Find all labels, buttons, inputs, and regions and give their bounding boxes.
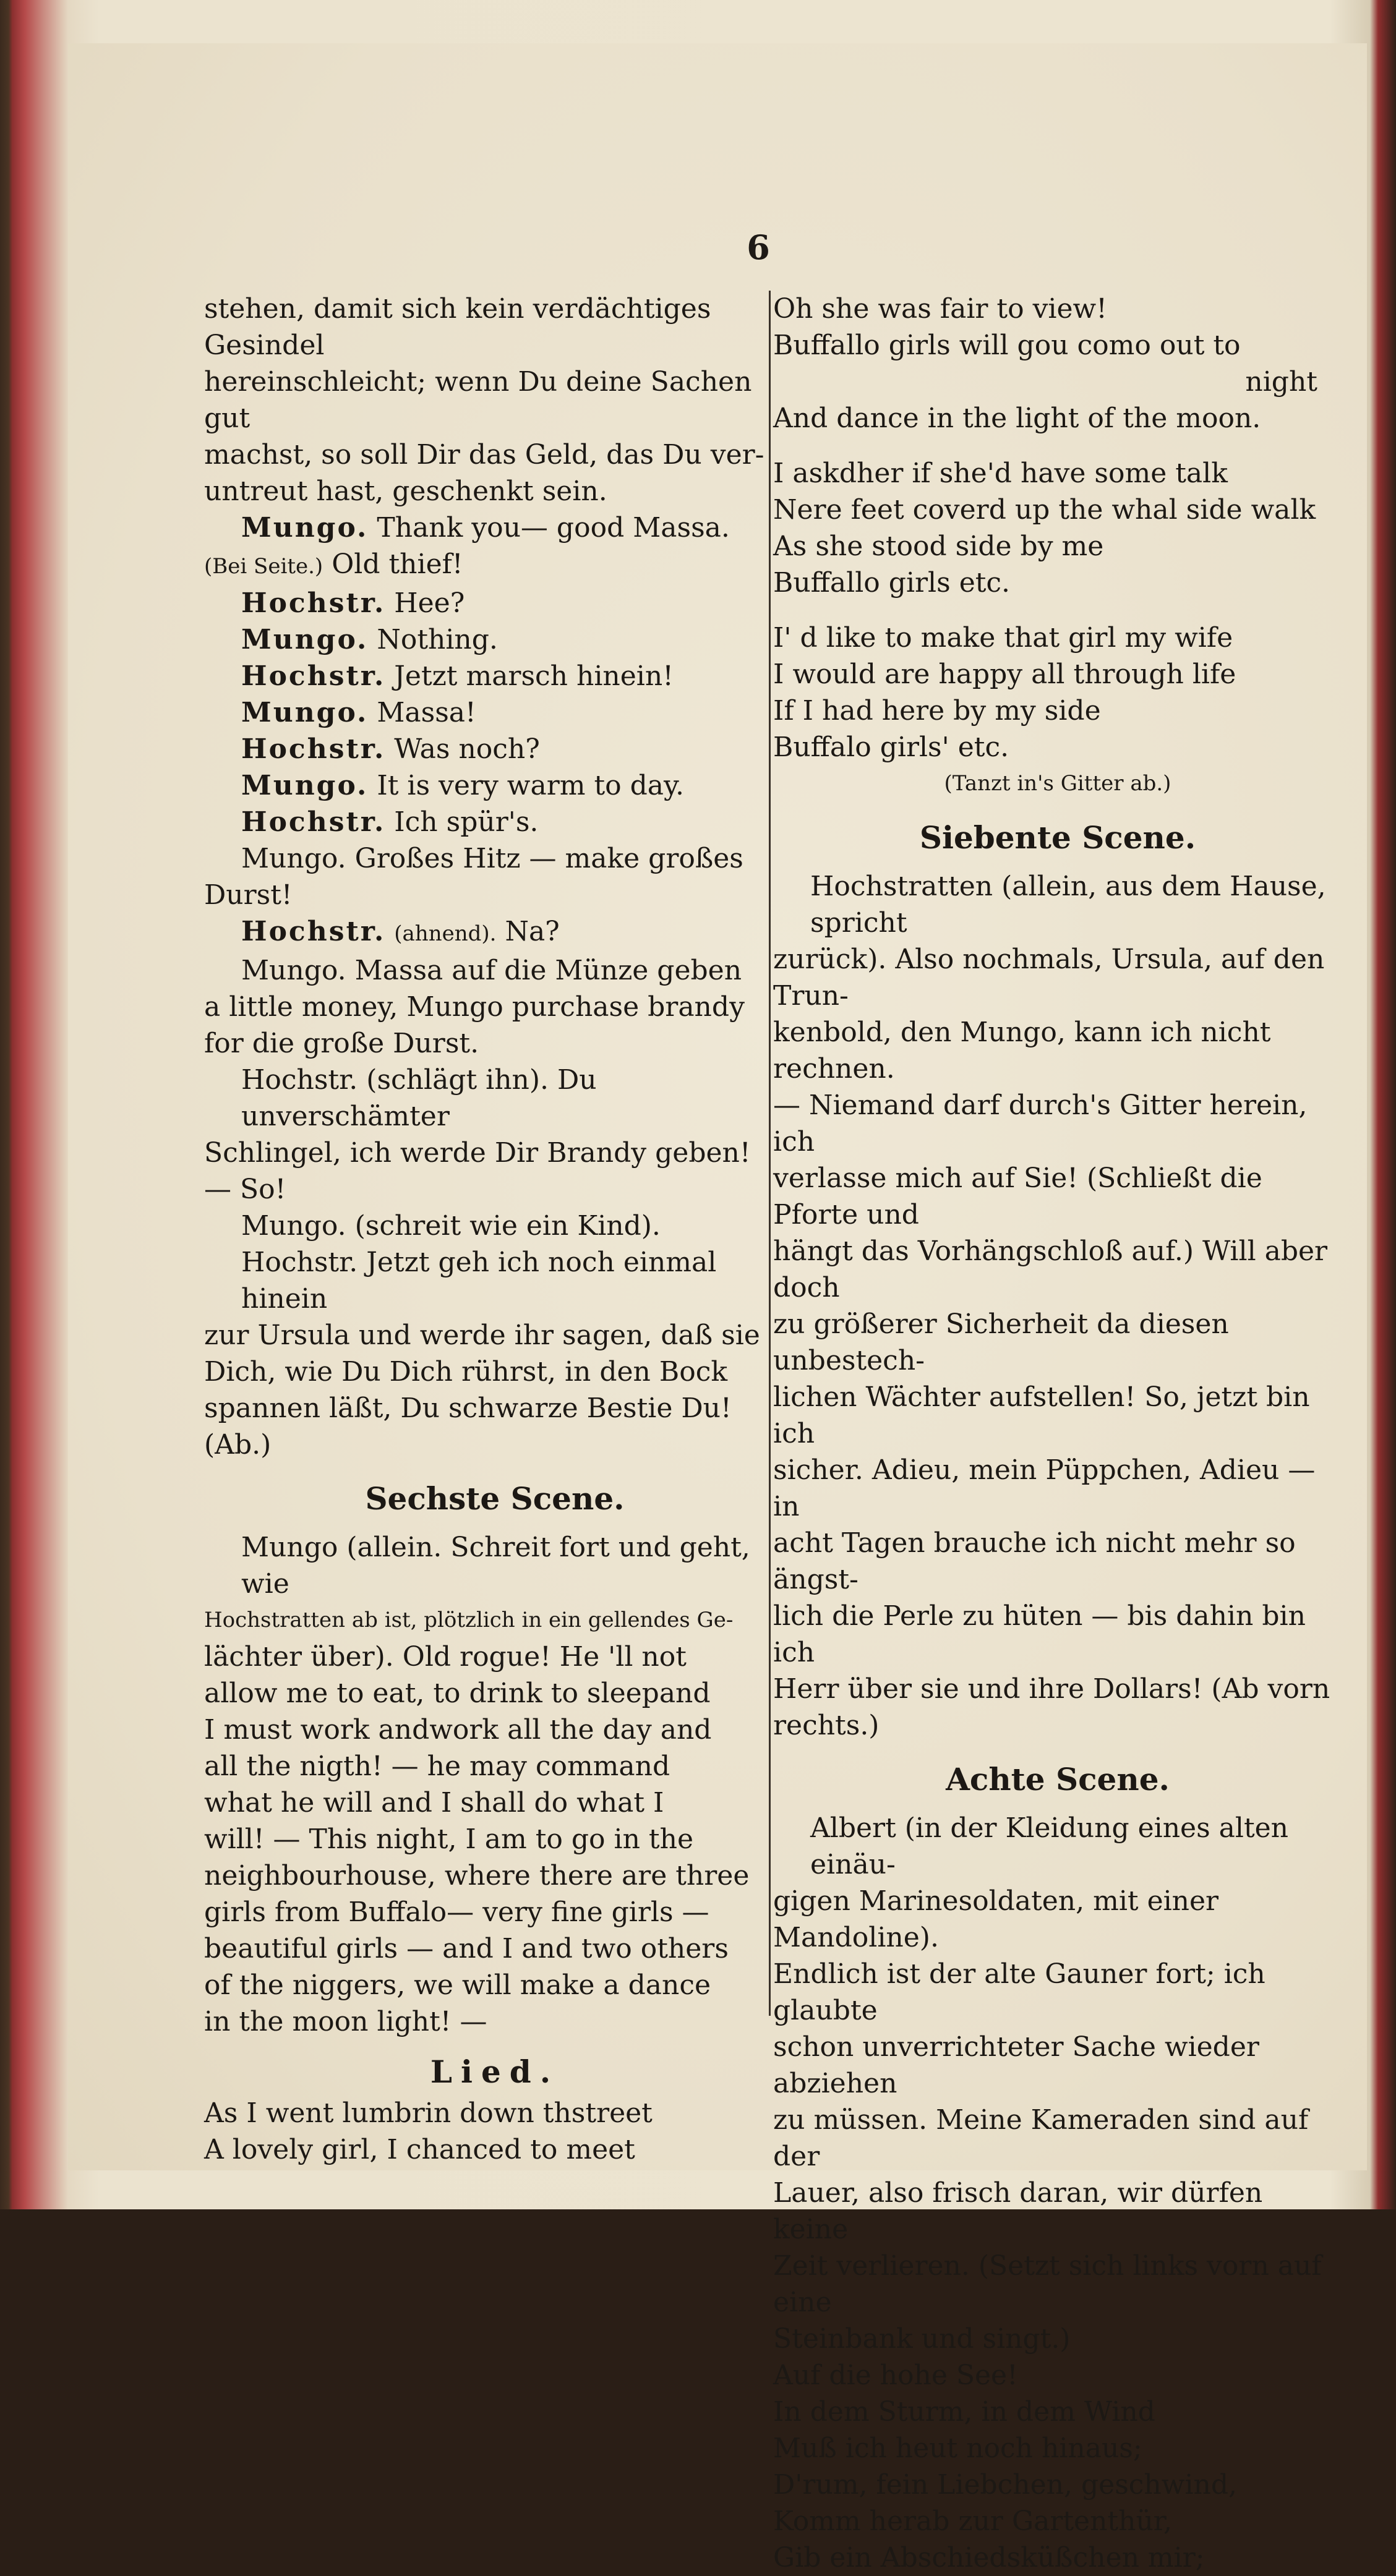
scene-seven-text (773, 868, 1342, 1744)
line-text: Na? (505, 916, 560, 947)
dialog-line: — So! (204, 1174, 286, 1205)
dialog-line: Durst! (204, 879, 293, 911)
verse-line: I would are happy all through life (773, 659, 1236, 690)
text-line: machst, so soll Dir das Geld, das Du ver- (204, 439, 764, 471)
text-line: Albert (in der Kleidung eines alten einäu- (810, 1812, 1289, 1880)
text-line: Herr über sie und ihre Dollars! (Ab vorn (773, 1673, 1330, 1705)
stage-direction: (Bei Seite.) (204, 554, 323, 579)
verse-line: If I had here by my side (773, 695, 1101, 727)
verse-line: Buffallo girls will gou como out to (773, 330, 1241, 361)
dialog-line (204, 913, 786, 952)
verse-line: In dem Sturm, in dem Wind (773, 2396, 1155, 2428)
dialog-line: Hochstr. Jetzt geh ich noch einmal hinein (241, 1247, 717, 1315)
text-line: Steinbank und singt.) (773, 2323, 1071, 2355)
dialog-line (204, 585, 786, 621)
dialog-line: a little money, Mungo purchase brandy (204, 991, 745, 1023)
text-line: I must work andwork all the day and (204, 1714, 712, 1746)
line-text: Old thief! (332, 548, 463, 580)
speaker: Mungo. (241, 697, 369, 728)
text-line: zurück). Also nochmals, Ursula, auf den Trun- (773, 944, 1325, 1012)
verse-line: Nere feet coverd up the whal side walk (773, 494, 1316, 526)
line-text: Thank you— good Massa. (377, 512, 730, 544)
dialog-line: spannen läßt, Du schwarze Bestie Du! (Ab.) (204, 1392, 732, 1461)
dialog-line: for die große Durst. (204, 1028, 479, 1059)
scene-heading: Sechste Scene. (365, 1480, 625, 1517)
verse-line: I askdher if she'd have some talk (773, 458, 1228, 489)
page-number: 6 (747, 228, 770, 267)
dialog-line: Mungo. Großes Hitz — make großes (241, 843, 743, 874)
dialog-line: Schlingel, ich werde Dir Brandy geben! (204, 1137, 751, 1169)
text-line: Zeit verlieren. (Setzt sich links vorn auf eine (773, 2250, 1322, 2318)
text-line: will! — This night, I am to go in the (204, 1823, 693, 1855)
text-line: all the nigth! — he may command (204, 1751, 670, 1782)
stanza (773, 291, 1342, 437)
dialog-line: zur Ursula und werde ihr sagen, daß sie (204, 1320, 760, 1351)
dialog-line (204, 767, 786, 804)
dialog-block (204, 510, 786, 1463)
text-line: Hochstratten (allein, aus dem Hause, spricht (810, 871, 1326, 939)
text-line: lichen Wächter aufstellen! So, jetzt bin ich (773, 1381, 1310, 1449)
right-column (773, 291, 1342, 2574)
song-title: Lied. (430, 2054, 560, 2090)
text-line: Endlich ist der alte Gauner fort; ich glaubte (773, 1958, 1265, 2026)
dialog-line (204, 804, 786, 840)
speaker: Mungo. (241, 624, 369, 655)
text-line: hängt das Vorhängschloß auf.) Will aber doch (773, 1235, 1328, 1303)
text-line: kenbold, den Mungo, kann ich nicht rechnen. (773, 1017, 1271, 1085)
dialog-line (204, 658, 786, 694)
scene-eight-text (773, 1810, 1342, 2357)
text-line: Lauer, also frisch daran, wir dürfen keine (773, 2177, 1263, 2245)
verse-line: And dance in the light of the moon. (773, 403, 1261, 434)
line-text: Jetzt marsch hinein! (394, 660, 674, 692)
line-text: It is very warm to day. (377, 770, 684, 801)
speaker: Hochstr. (241, 587, 386, 619)
dialog-line (204, 731, 786, 767)
text-line: lich die Perle zu hüten — bis dahin bin ich (773, 1600, 1306, 1668)
dialog-line: Mungo. (schreit wie ein Kind). (241, 1210, 661, 1242)
text-line: Mungo (allein. Schreit fort und geht, wie (241, 1532, 750, 1600)
verse-line: D'rum, fein Liebchen, geschwind, (773, 2469, 1237, 2501)
line-text: Hee? (394, 587, 465, 619)
verse-line: As I went lumbrin down thstreet (204, 2097, 653, 2129)
text-line: zu größerer Sicherheit da diesen unbestech- (773, 1308, 1229, 1376)
dialog-line (204, 694, 786, 731)
verse-line: Auf die hohe See! (773, 2360, 1018, 2391)
scene-six-text (204, 1529, 786, 2040)
speaker: Hochstr. (241, 733, 386, 765)
line-text: Ich spür's. (394, 806, 539, 838)
text-line: zu müssen. Meine Kameraden sind auf der (773, 2104, 1309, 2172)
text-line: rechts.) (773, 1710, 880, 1741)
text-line: what he will and I shall do what I (204, 1787, 664, 1819)
verse-line: Buffalo girls' etc. (773, 731, 1009, 763)
line-text: Nothing. (377, 624, 498, 655)
text-line: gigen Marinesoldaten, mit einer Mandoline). (773, 1885, 1219, 1953)
stage-direction: (ahnend). (394, 921, 497, 946)
speaker: Hochstr. (241, 916, 386, 947)
intro-paragraph (204, 291, 786, 510)
dialog-line: Dich, wie Du Dich rührst, in den Bock (204, 1356, 728, 1388)
scene-heading: Achte Scene. (946, 1761, 1170, 1798)
text-line: allow me to eat, to drink to sleepand (204, 1678, 711, 1709)
verse-line: A lovely girl, I chanced to meet (204, 2134, 635, 2165)
line-text: Massa! (377, 697, 476, 728)
dialog-line: Hochstr. (schlägt ihn). Du unverschämter (241, 1064, 597, 1132)
text-line: lächter über). Old rogue! He 'll not (204, 1641, 687, 1673)
text-line: hereinschleicht; wenn Du deine Sachen gut (204, 366, 752, 434)
speaker: Mungo. (241, 770, 369, 801)
verse-line: Muß ich heut noch hinaus; (773, 2433, 1142, 2464)
verse-line: Gib ein Abschiedsküßchen mir; (773, 2542, 1205, 2574)
speaker: Hochstr. (241, 806, 386, 838)
text-line: girls from Buffalo— very fine girls — (204, 1896, 709, 1928)
dialog-line (204, 546, 786, 585)
text-line: untreut hast, geschenkt sein. (204, 476, 607, 507)
text-line: — Niemand darf durch's Gitter herein, ich (773, 1090, 1308, 1158)
verse-line: night (1245, 366, 1317, 398)
song-verse (773, 2357, 1342, 2576)
stanza (773, 620, 1342, 766)
verse-line: Buffallo girls etc. (773, 567, 1011, 599)
stage-direction: (Tanzt in's Gitter ab.) (944, 771, 1171, 796)
text-line: sicher. Adieu, mein Püppchen, Adieu — in (773, 1454, 1316, 1522)
text-line: beautiful girls — and I and two others (204, 1933, 729, 1964)
text-line: acht Tagen brauche ich nicht mehr so ängst- (773, 1527, 1296, 1595)
text-line: schon unverrichteter Sache wieder abziehen (773, 2031, 1259, 2099)
verse-line: As she stood side by me (773, 531, 1104, 562)
scene-heading: Siebente Scene. (919, 819, 1196, 856)
verse-line: I' d like to make that girl my wife (773, 622, 1233, 654)
text-line: of the niggers, we will make a dance (204, 1969, 711, 2001)
dialog-line (204, 621, 786, 658)
verse-line: Oh she was fair to view! (773, 293, 1107, 325)
text-line: in the moon light! — (204, 2006, 487, 2037)
column-divider (769, 291, 771, 2016)
dialog-line (204, 510, 786, 546)
verse-line: Komm herab zur Gartenthür, (773, 2506, 1172, 2537)
text-line: neighbourhouse, where there are three (204, 1860, 750, 1891)
text-line: Hochstratten ab ist, plötzlich in ein gellendes Ge- (204, 1608, 734, 1632)
dialog-line: Mungo. Massa auf die Münze geben (241, 955, 742, 986)
text-line: verlasse mich auf Sie! (Schließt die Pforte und (773, 1162, 1262, 1230)
text-line: stehen, damit sich kein verdächtiges Gesindel (204, 293, 711, 361)
speaker: Hochstr. (241, 660, 386, 692)
stanza (773, 455, 1342, 601)
speaker: Mungo. (241, 512, 369, 544)
left-column (204, 291, 786, 2165)
line-text: Was noch? (394, 733, 540, 765)
